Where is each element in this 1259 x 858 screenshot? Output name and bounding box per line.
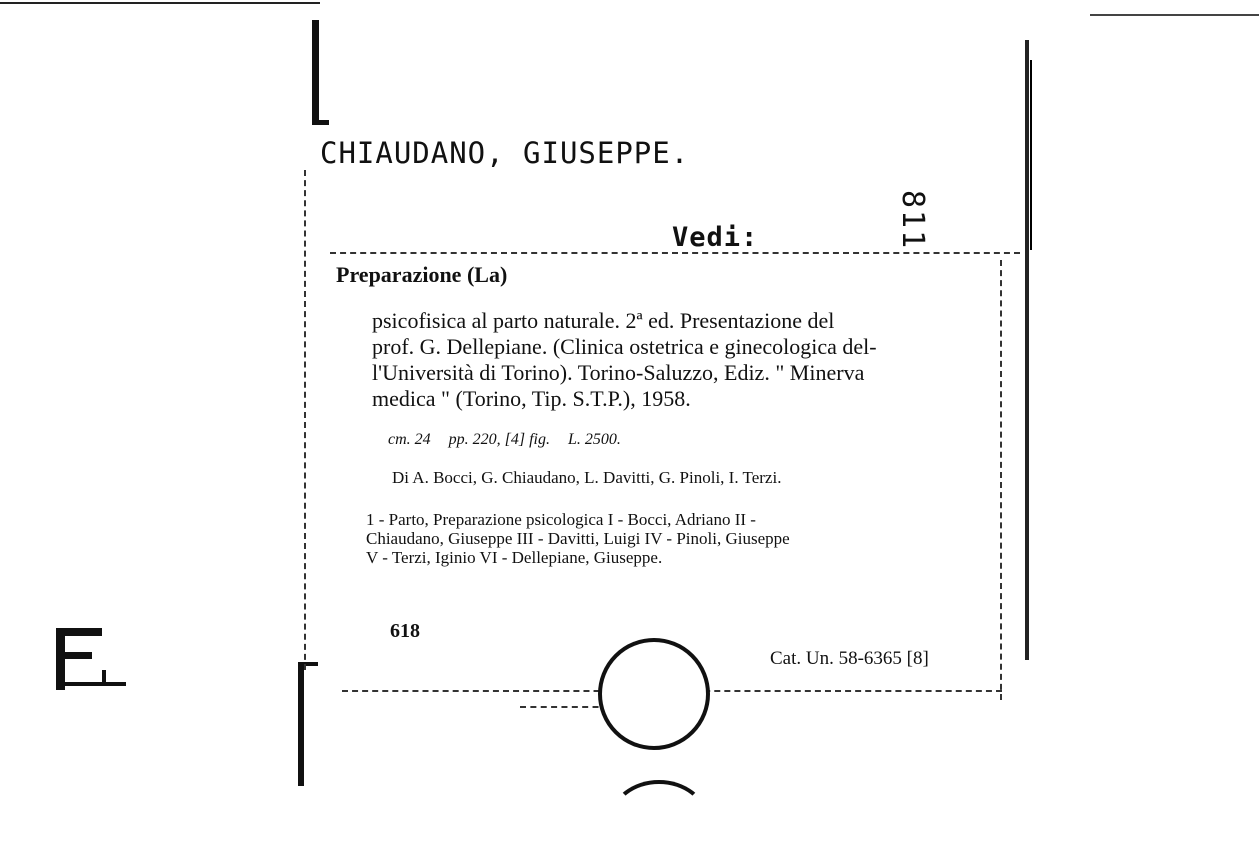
subject-line: Chiaudano, Giuseppe III - Davitti, Luigi IV - Pinoli, Giuseppe xyxy=(366,529,790,548)
subject-line: V - Terzi, Iginio VI - Dellepiane, Giuseppe. xyxy=(366,548,663,567)
see-label: Vedi: xyxy=(672,222,759,253)
punch-hole-arc xyxy=(610,780,708,858)
description-line: medica " (Torino, Tip. S.T.P.), 1958. xyxy=(372,386,691,411)
book-description xyxy=(372,308,1012,412)
card-top-left-bracket xyxy=(312,20,329,125)
collation-pages: pp. 220, [4] fig. xyxy=(448,431,550,448)
contributors: Di A. Bocci, G. Chiaudano, L. Davitti, G. Pinoli, I. Terzi. xyxy=(392,468,782,487)
card-bottom-left-bracket xyxy=(298,662,318,786)
collation-size: cm. 24 xyxy=(388,431,431,448)
classification-number: 618 xyxy=(390,620,420,642)
card-right-edge xyxy=(1025,40,1029,660)
description-line: prof. G. Dellepiane. (Clinica ostetrica e ginecologica del- xyxy=(372,334,877,359)
description-line: l'Università di Torino). Torino-Saluzzo, Ediz. " Minerva xyxy=(372,360,865,385)
punch-hole xyxy=(598,638,710,750)
frame-marker xyxy=(52,620,132,720)
card-left-edge xyxy=(304,170,306,670)
marker-f-glyph xyxy=(52,620,132,720)
top-border-line xyxy=(0,2,320,4)
collation-price: L. 2500. xyxy=(568,431,621,448)
subject-line: 1 - Parto, Preparazione psicologica I - Bocci, Adriano II - xyxy=(366,510,756,529)
card-right-edge-inner xyxy=(1030,60,1032,250)
book-title: Preparazione (La) xyxy=(336,262,508,287)
catalog-number: Cat. Un. 58-6365 [8] xyxy=(770,648,929,669)
subject-tracings xyxy=(366,510,1006,567)
collation xyxy=(388,431,635,449)
description-line: psicofisica al parto naturale. 2ª ed. Presentazione del xyxy=(372,308,835,333)
top-right-border-line xyxy=(1090,14,1259,16)
card-heading: CHIAUDANO, GIUSEPPE. xyxy=(320,136,690,170)
side-number: 811 xyxy=(895,190,930,251)
